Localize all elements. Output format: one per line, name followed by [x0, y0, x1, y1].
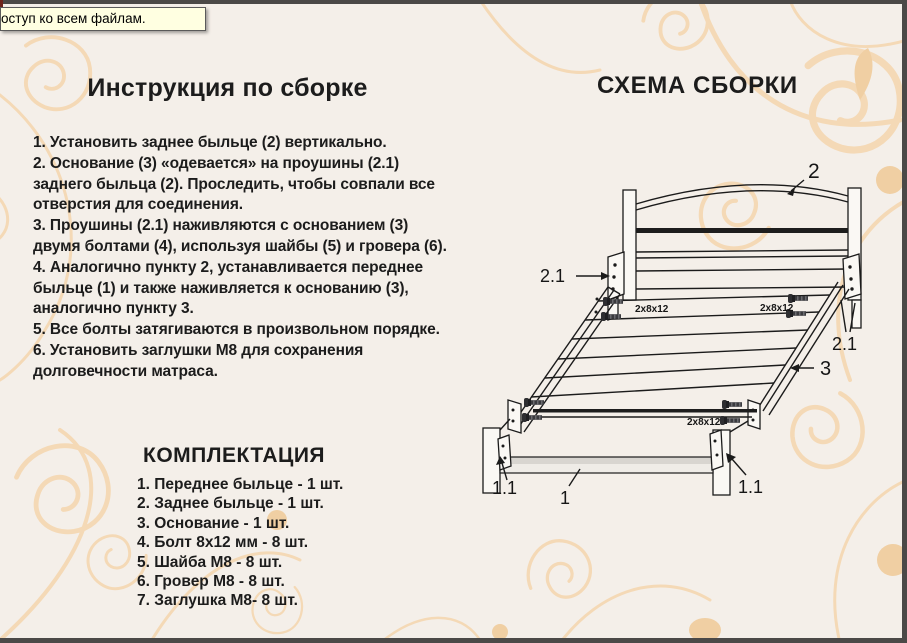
equipment-item: 2. Заднее быльце - 1 шт. — [137, 495, 324, 513]
window-top-bar — [0, 0, 907, 4]
bolt-spec-bottom: 2x8x12 — [687, 417, 721, 428]
base-drawing — [508, 282, 849, 433]
headboard-lug-right-drawing — [843, 254, 861, 299]
equipment-item: 1. Переднее быльце - 1 шт. — [137, 476, 344, 493]
equipment-item: 4. Болт 8х12 мм - 8 шт. — [137, 534, 309, 552]
equipment-item: 3. Основание - 1 шт. — [137, 514, 290, 532]
footboard-drawing — [483, 419, 748, 495]
footboard-lug-left-drawing — [498, 435, 511, 470]
label-footboard: 1 — [560, 488, 571, 508]
bolt-spec-left: 2x8x12 — [635, 304, 669, 315]
equipment-list — [137, 475, 437, 611]
instruction-step: 1. Установить заднее быльце (2) вертикально. — [33, 134, 387, 151]
window-bottom-bar — [0, 638, 907, 643]
equipment-item: 7. Заглушка М8- 8 шт. — [137, 592, 298, 610]
label-footboard-lug-right: 1.1 — [738, 477, 764, 497]
scheme-title: СХЕМА СБОРКИ — [597, 72, 798, 99]
tooltip-text: оступ ко всем файлам. — [1, 11, 146, 26]
instruction-step: 6. Установить заглушки М8 для сохранения долговечности матраса. — [33, 341, 364, 380]
instruction-step: 3. Проушины (2.1) наживляются с основанием (3) двумя болтами (4), используя шайбы (5) и гровера (6). — [33, 217, 447, 255]
label-base: 3 — [820, 358, 832, 380]
label-lug-right: 2.1 — [832, 334, 858, 354]
equipment-title: КОМПЛЕКТАЦИЯ — [143, 444, 326, 467]
label-headboard: 2 — [808, 160, 820, 183]
footboard-lug-right-drawing — [710, 430, 723, 470]
instructions-title: Инструкция по сборке — [87, 74, 368, 102]
window-right-bar — [902, 0, 907, 643]
instruction-step: 5. Все болты затягиваются в произвольном порядке. — [33, 321, 440, 339]
instruction-step: 2. Основание (3) «одевается» на проушины (2.1) заднего быльца (2). Проследить, чтобы совпали все отверстия для соединения. — [33, 154, 435, 214]
label-footboard-lug-left: 1.1 — [492, 478, 518, 498]
equipment-item: 6. Гровер М8 - 8 шт. — [137, 573, 285, 591]
label-lug-left: 2.1 — [540, 266, 566, 286]
instructions-steps — [33, 133, 457, 383]
headboard-lug-left-drawing — [608, 252, 624, 320]
instruction-step: 4. Аналогично пункту 2, устанавливается переднее быльце (1) и также наживляется к основанию (3), аналогично пункту 3. — [33, 258, 424, 318]
bed-assembly-diagram — [452, 142, 907, 537]
file-access-tooltip — [0, 7, 206, 31]
bolt-spec-right: 2x8x12 — [760, 303, 794, 314]
equipment-item: 5. Шайба М8 - 8 шт. — [137, 553, 283, 571]
diagram-callouts — [492, 160, 857, 508]
